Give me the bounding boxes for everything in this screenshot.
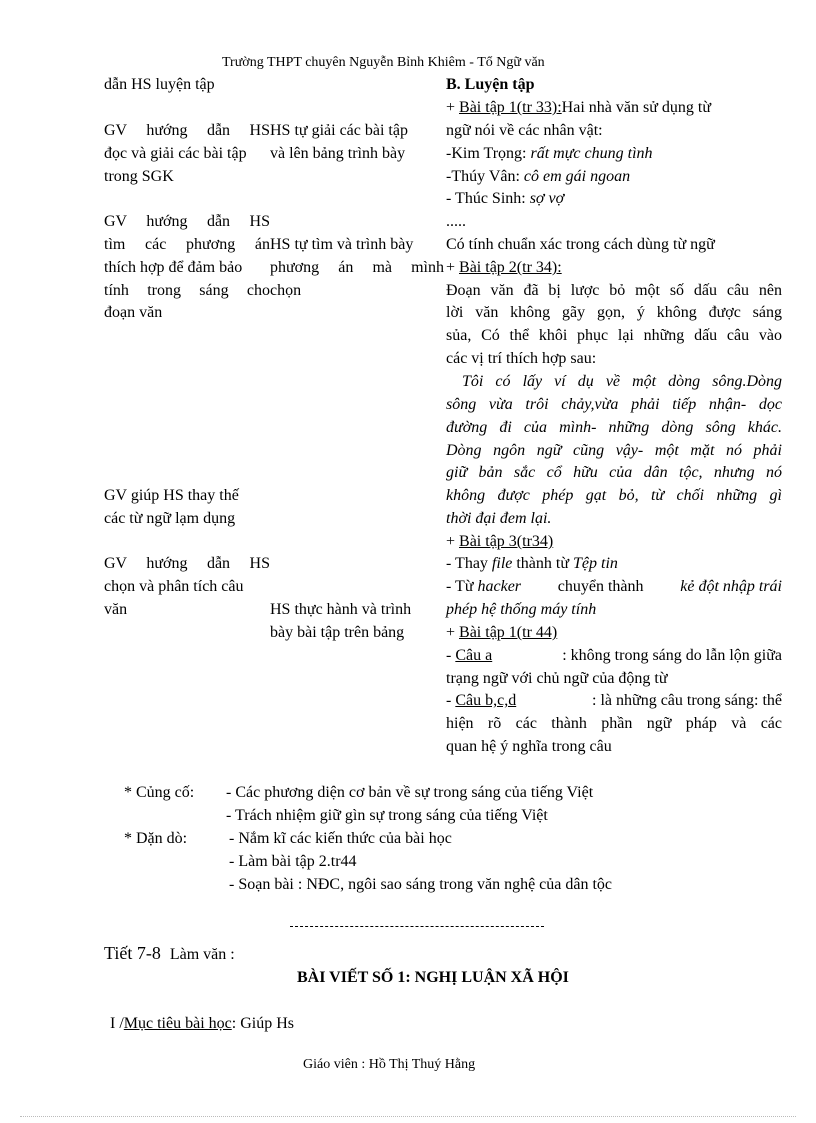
quote-line: giữ bản sắc cổ hữu của dân tộc, nhưng nó [446,464,782,481]
exercise-2-heading: + Bài tập 2(tr 34): [446,259,562,276]
replacement-file: - Thay file thành từ Tệp tin [446,555,618,572]
character-kim: -Kim Trọng: rất mực chung tình [446,145,653,162]
lesson-period: Tiết 7-8 Làm văn : [104,943,235,963]
middle-line: HS tự tìm và trình bày [270,236,414,253]
left-line: GV hướng dẫn HS [104,555,270,572]
right-line: quan hệ ý nghĩa trong câu [446,738,612,755]
right-line: phép hệ thống máy tính [446,601,597,618]
left-line: thích hợp để đảm bảo [104,259,243,276]
left-line: đọc và giải các bài tập [104,145,247,162]
middle-line: và lên bảng trình bày [270,145,406,162]
character-thuc: - Thúc Sinh: sợ vợ [446,190,565,207]
objective: I /Mục tiêu bài học: Giúp Hs [110,1015,294,1032]
cungco-item: - Các phương diện cơ bản về sự trong sáng của tiếng Việt [226,784,594,801]
danho-item: - Làm bài tập 2.tr44 [229,853,357,870]
left-line: dẫn HS luyện tập [104,76,215,93]
page-footer: Giáo viên : Hồ Thị Thuý Hằng [303,1057,476,1072]
quote-line: Dòng ngôn ngữ cũng vậy- một mặt nó phải [446,442,782,459]
left-line: tìm các phương án [104,236,270,253]
exercise-3-heading: + Bài tập 3(tr34) [446,533,554,550]
section-title: B. Luyện tập [446,76,535,93]
quote-line: thời đại đem lại. [446,510,552,527]
cungco-label: * Củng cố: [124,784,195,801]
danho-item: - Nắm kĩ các kiến thức của bài học [229,830,452,847]
middle-line: phương án mà mình [270,259,444,276]
left-line: tính trong sáng cho [104,282,270,299]
left-line: đoạn văn [104,304,163,321]
right-line: Đoạn văn đã bị lược bỏ một số dấu câu nên [446,282,782,299]
quote-line: không được phép gạt bỏ, từ chối những gì [446,487,782,504]
right-line: lời văn không gãy gọn, ý không được sáng [446,304,782,321]
middle-line: HS thực hành và trình [270,601,412,618]
middle-line: chọn [270,282,302,299]
page-bottom-border [20,1116,796,1117]
right-line: các vị trí thích hợp sau: [446,350,597,367]
danho-item: - Soạn bài : NĐC, ngôi sao sáng trong văn nghệ của dân tộc [229,876,613,893]
left-line: GV giúp HS thay thế [104,487,239,504]
left-line: trong SGK [104,168,174,185]
right-line: sủa, Có thể khôi phục lại những dấu câu vào [446,327,782,344]
character-thuy: -Thúy Vân: cô em gái ngoan [446,168,631,185]
cungco-item: - Trách nhiệm giữ gìn sự trong sáng của tiếng Việt [226,807,548,824]
left-line: các từ ngữ lạm dụng [104,510,236,527]
exercise-1-heading: + Bài tập 1(tr 33):Hai nhà văn sử dụng từ [446,99,711,116]
left-line: GV hướng dẫn HS [104,122,270,139]
danho-label: * Dặn dò: [124,830,188,847]
replacement-hacker: - Từ hacker chuyển thành kẻ đột nhập trái [446,578,782,595]
divider [290,926,544,927]
page-header: Trường THPT chuyên Nguyễn Bỉnh Khiêm - Tổ Ngữ văn [222,55,545,70]
left-line: chọn và phân tích câu [104,578,244,595]
right-line: Có tính chuẩn xác trong cách dùng từ ngữ [446,236,715,253]
exercise-4-heading: + Bài tập 1(tr 44) [446,624,558,641]
answer-a: - Câu a : không trong sáng do lẫn lộn giữa [446,647,782,664]
quote-line: đường đi của mình- những dòng sông khác. [446,419,782,436]
middle-line: HS tự giải các bài tập [270,122,408,139]
left-line: văn [104,601,128,618]
right-line: ngữ nói về các nhân vật: [446,122,603,139]
right-line: trạng ngữ với chủ ngữ của động từ [446,670,668,687]
lesson-title: BÀI VIẾT SỐ 1: NGHỊ LUẬN XÃ HỘI [297,969,569,986]
middle-line: bày bài tập trên bảng [270,624,405,641]
left-line: GV hướng dẫn HS [104,213,270,230]
answer-bcd: - Câu b,c,d : là những câu trong sáng: thể [446,692,782,709]
right-line: hiện rõ các thành phần ngữ pháp và các [446,715,782,732]
quote-line: sông vừa trôi chảy,vừa phải tiếp nhận- dọc [446,396,782,413]
quote-line: Tôi có lấy ví dụ về một dòng sông.Dòng [462,373,782,390]
ellipsis: ..... [446,213,466,230]
